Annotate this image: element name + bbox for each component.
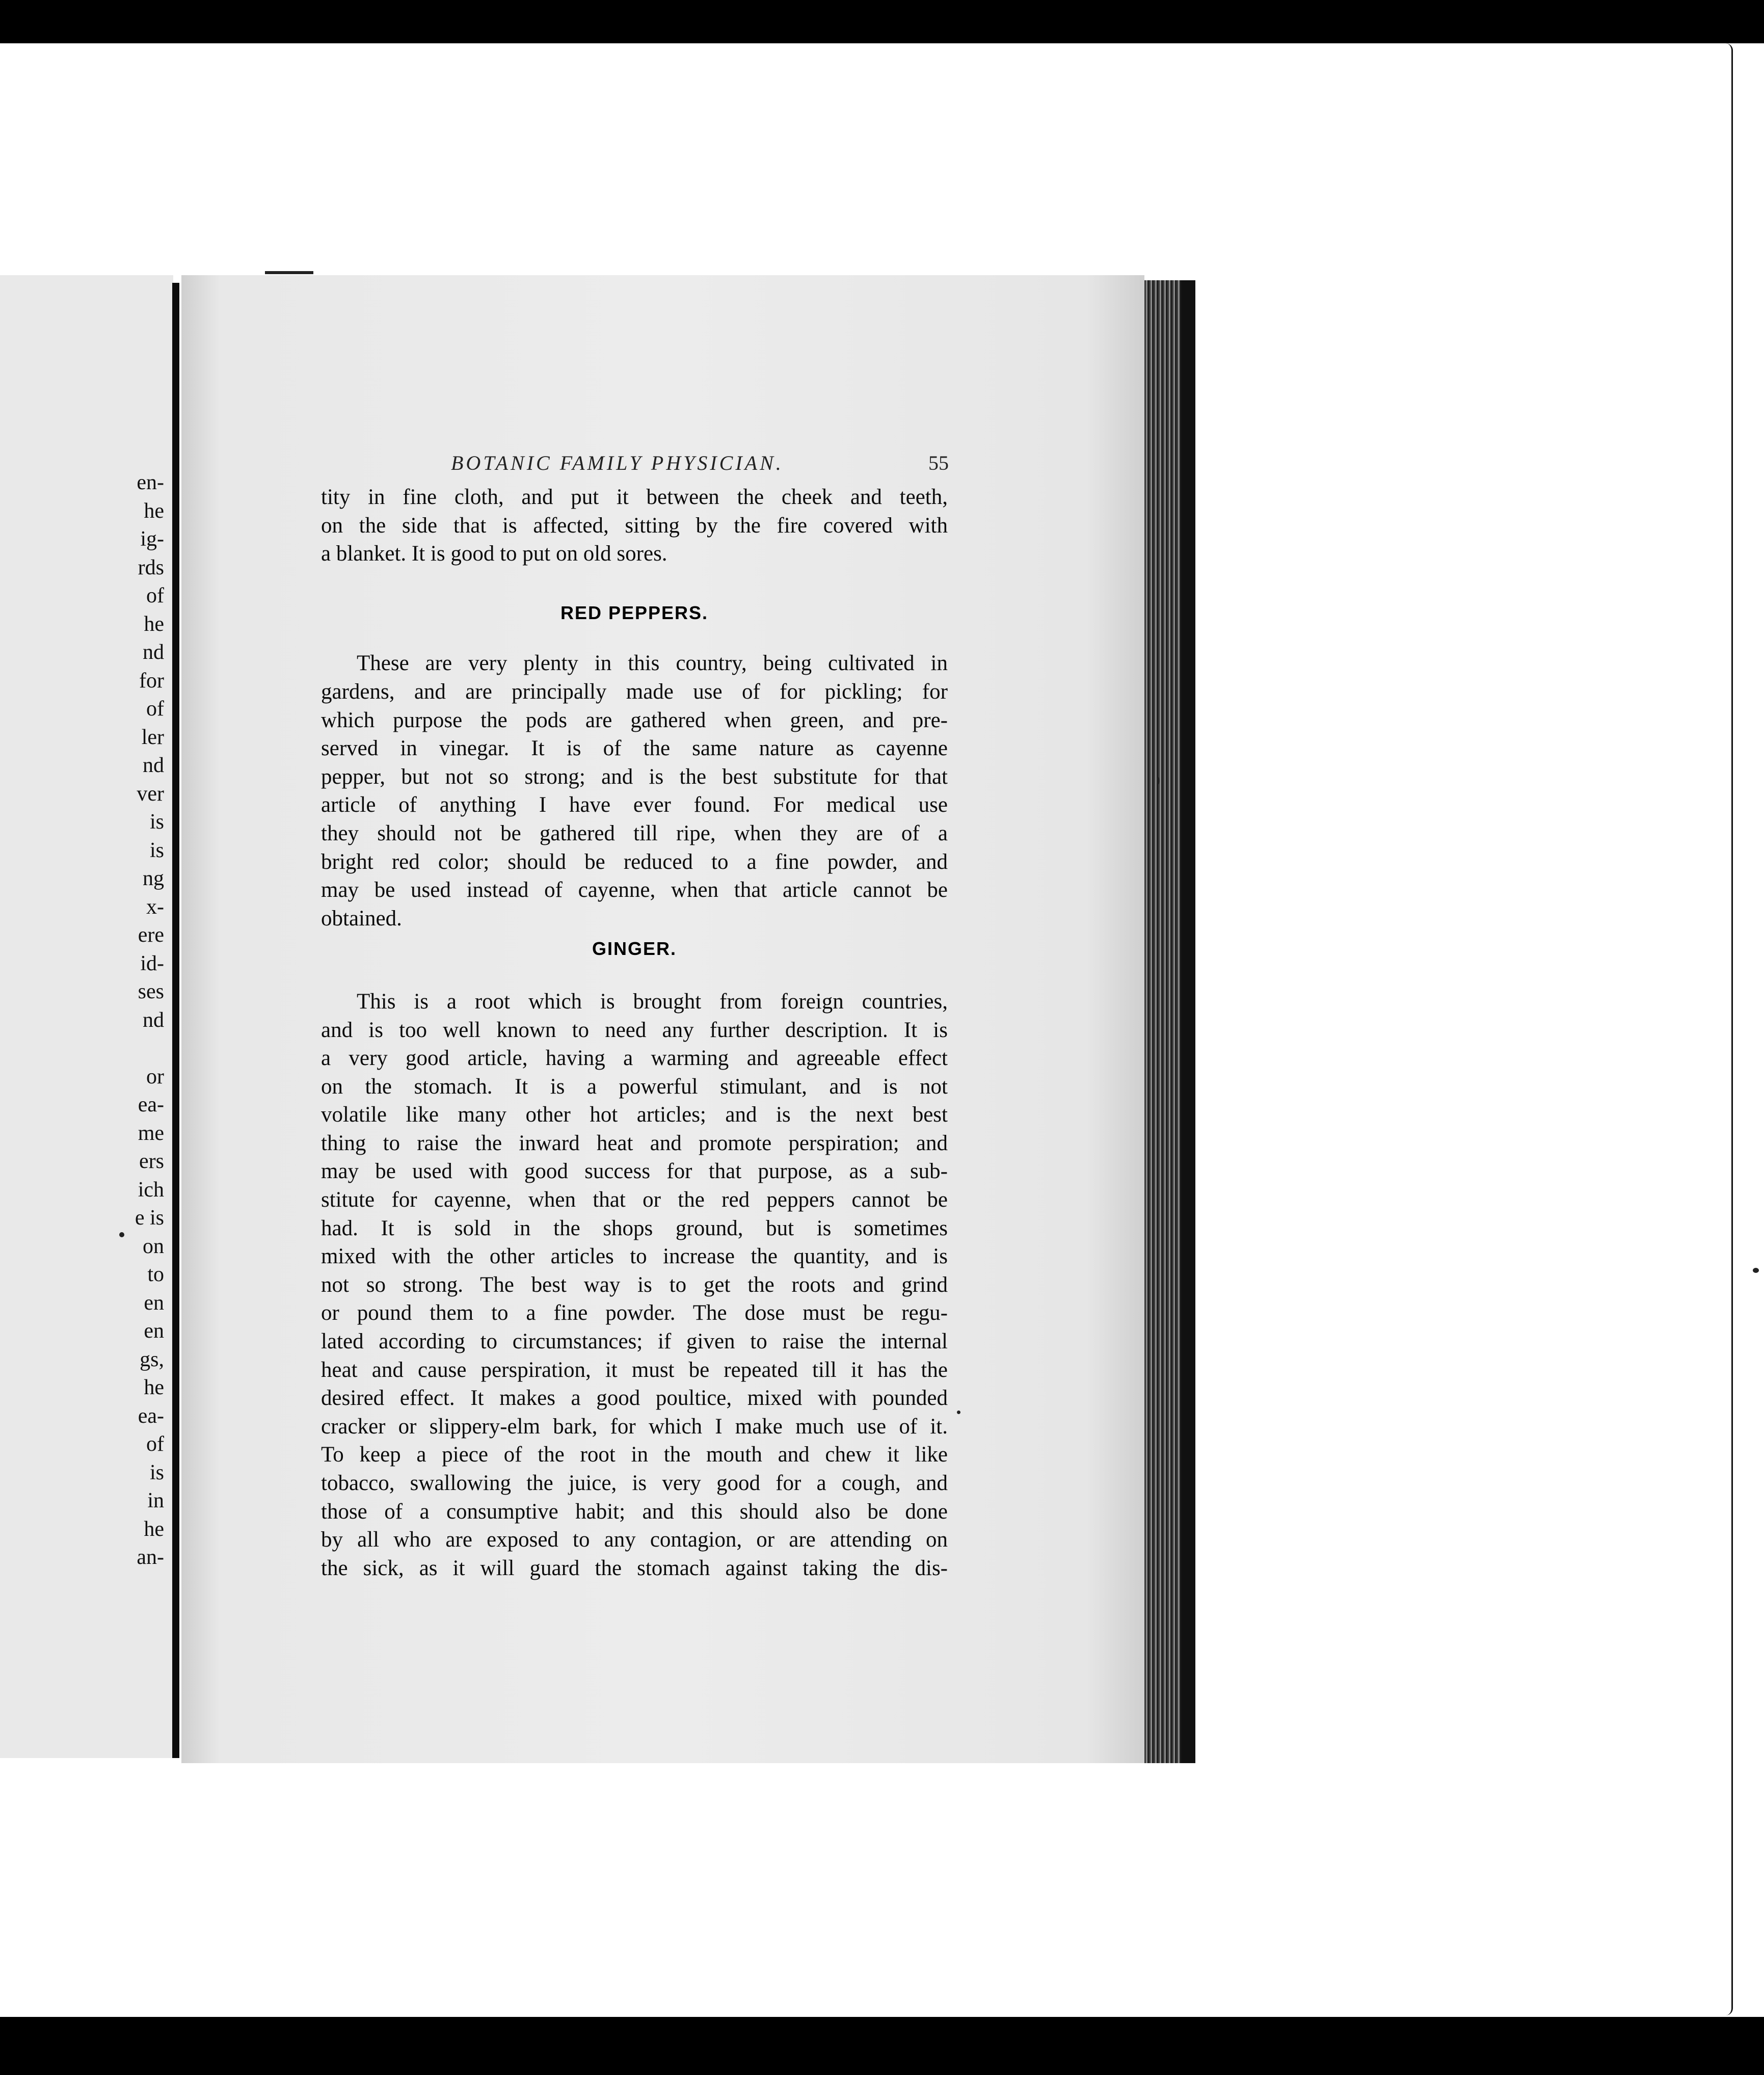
scan-border-top [0, 0, 1764, 43]
facing-page-text-fragments [135, 469, 164, 1572]
facing-page-fragment: nd [143, 641, 164, 664]
text-line: thing to raise the inward heat and promote perspiration; and [321, 1131, 948, 1155]
ginger-paragraph [321, 988, 948, 1582]
facing-page-fragment: id- [140, 951, 164, 975]
facing-page-fragment: me [138, 1121, 164, 1145]
facing-page-fragment: ses [138, 980, 164, 1003]
text-line: may be used instead of cayenne, when that article cannot be [321, 878, 948, 902]
intro-paragraph [321, 483, 948, 568]
scan-speck [1753, 1268, 1759, 1273]
text-line: heat and cause perspiration, it must be repeated till it has the [321, 1358, 948, 1382]
facing-page-fragment: of [146, 1432, 164, 1456]
section-heading-ginger: GINGER. [592, 938, 677, 960]
facing-page-fragment: ig- [140, 527, 164, 551]
text-line: article of anything I have ever found. For medical use [321, 793, 948, 817]
text-line: volatile like many other hot articles; and is the next best [321, 1103, 948, 1127]
section-heading-red-peppers: RED PEPPERS. [560, 602, 709, 623]
text-line: gardens, and are principally made use of for pickling; for [321, 679, 948, 704]
running-head: BOTANIC FAMILY PHYSICIAN. [451, 451, 784, 474]
text-line: These are very plenty in this country, being cultivated in [357, 651, 948, 676]
text-line: stitute for cayenne, when that or the red peppers cannot be [321, 1188, 948, 1212]
facing-page-fragment: e is [135, 1206, 164, 1230]
scan-speck [1157, 777, 1160, 784]
text-line: by all who are exposed to any contagion, or are attending on [321, 1528, 948, 1552]
text-line: tobacco, swallowing the juice, is very good for a cough, and [321, 1471, 948, 1495]
text-line: bright red color; should be reduced to a fine powder, and [321, 849, 948, 874]
facing-page-fragment: ere [138, 923, 164, 947]
book-gutter [172, 283, 179, 1758]
facing-page-fragment: he [144, 1517, 164, 1541]
text-line: cracker or slippery-elm bark, for which I make much use of it. [321, 1414, 948, 1439]
facing-page-fragment: on [143, 1234, 164, 1258]
facing-page-fragment: in [147, 1489, 164, 1512]
facing-page-fragment: or [146, 1065, 164, 1088]
text-line: they should not be gathered till ripe, when they are of a [321, 821, 948, 845]
facing-page-fragment: is [149, 1460, 164, 1484]
text-line: not so strong. The best way is to get the roots and grind [321, 1272, 948, 1297]
facing-page-fragment: he [144, 499, 164, 523]
facing-page-fragment: rds [138, 555, 164, 579]
facing-page-fragment: ver [137, 782, 164, 806]
text-line: may be used with good success for that purpose, as a sub- [321, 1159, 948, 1184]
text-line: had. It is sold in the shops ground, but is sometimes [321, 1216, 948, 1240]
text-line: tity in fine cloth, and put it between the cheek and teeth, [321, 485, 948, 509]
facing-page-fragment: ich [138, 1178, 164, 1202]
facing-page-fragment: he [144, 1376, 164, 1399]
facing-page-fragment: x- [146, 895, 164, 919]
text-line: This is a root which is brought from foreign countries, [357, 989, 948, 1014]
facing-page-fragment: en- [137, 471, 164, 494]
facing-page-fragment: en [144, 1291, 164, 1315]
facing-page-fragment: is [149, 838, 164, 862]
facing-page-fragment [135, 1034, 164, 1063]
facing-page-fragment: en [144, 1319, 164, 1343]
facing-page-fragment: is [149, 810, 164, 834]
text-line: on the side that is affected, sitting by the fire covered with [321, 513, 948, 538]
text-line: or pound them to a fine powder. The dose must be regu- [321, 1301, 948, 1325]
text-line: on the stomach. It is a powerful stimulant, and is not [321, 1074, 948, 1099]
facing-page-fragment: to [147, 1263, 164, 1286]
text-line: mixed with the other articles to increase the quantity, and is [321, 1244, 948, 1269]
facing-page-fragment: of [146, 697, 164, 721]
scan-border-bottom [0, 2017, 1764, 2075]
page-body [321, 483, 948, 1582]
page-number: 55 [928, 451, 949, 474]
facing-page-fragment: ers [139, 1150, 164, 1173]
text-line: To keep a piece of the root in the mouth and chew it like [321, 1443, 948, 1467]
scan-speck [957, 1411, 960, 1414]
text-line: served in vinegar. It is of the same nature as cayenne [321, 736, 948, 761]
facing-page-fragment: ea- [138, 1093, 164, 1116]
facing-page-fragment: an- [137, 1546, 164, 1569]
text-line: a very good article, having a warming and agreeable effect [321, 1046, 948, 1071]
text-line: pepper, but not so strong; and is the best substitute for that [321, 764, 948, 789]
facing-page-fragment: for [139, 669, 164, 693]
text-line: a blanket. It is good to put on old sores. [321, 542, 667, 566]
facing-page-fragment: nd [143, 754, 164, 777]
text-line: obtained. [321, 906, 402, 930]
facing-page-fragment: gs, [140, 1347, 164, 1371]
text-line: lated according to circumstances; if given to raise the internal [321, 1329, 948, 1354]
text-line: those of a consumptive habit; and this should also be done [321, 1499, 948, 1524]
gutter-top-mark [265, 271, 313, 274]
page-edge-shadow [1181, 280, 1195, 1763]
facing-page-fragment: ler [141, 725, 164, 749]
text-line: and is too well known to need any further description. It is [321, 1018, 948, 1042]
scan-speck [119, 1232, 124, 1237]
red-peppers-paragraph [321, 649, 948, 933]
text-line: which purpose the pods are gathered when green, and pre- [321, 708, 948, 732]
facing-page-fragment: he [144, 612, 164, 636]
facing-page [0, 275, 173, 1758]
facing-page-fragment: ea- [138, 1404, 164, 1428]
text-line: the sick, as it will guard the stomach against taking the dis- [321, 1556, 948, 1580]
facing-page-fragment: of [146, 584, 164, 607]
facing-page-fragment: ng [143, 867, 164, 890]
facing-page-fragment: nd [143, 1008, 164, 1032]
text-line: desired effect. It makes a good poultice, mixed with pounded [321, 1386, 948, 1411]
